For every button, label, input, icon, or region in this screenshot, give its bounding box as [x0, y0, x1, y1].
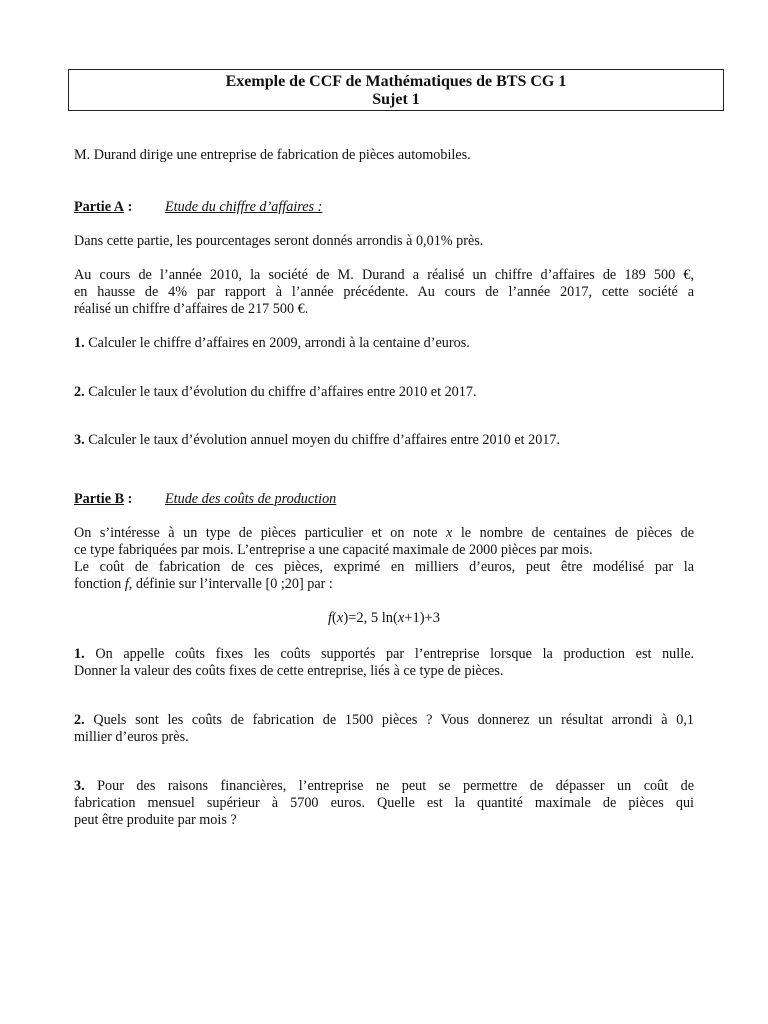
part-a-question-2: [74, 384, 694, 401]
part-a-question-3: [74, 432, 694, 449]
question-line: fabrication mensuel supérieur à 5700 euros. Quelle est la quantité maximale de pièces qui: [74, 795, 694, 811]
question-line: [74, 646, 694, 663]
part-a-context-line: Au cours de l’année 2010, la société de M. Durand a réalisé un chiffre d’affaires de 189 500 €,: [74, 267, 694, 283]
question-line: millier d’euros près.: [74, 729, 189, 745]
title-box: [68, 69, 724, 111]
part-b-context: [74, 525, 694, 593]
formula-paren: ): [343, 610, 349, 626]
formula-body: +1: [404, 610, 420, 626]
document-title: Exemple de CCF de Mathématiques de BTS CG 1: [225, 73, 567, 90]
formula-body: +3: [424, 610, 440, 626]
question-number: 2.: [74, 384, 85, 400]
question-line: Donner la valeur des coûts fixes de cette entreprise, liés à ce type de pièces.: [74, 663, 504, 679]
formula-x: x: [397, 610, 405, 626]
part-b-question-2: [74, 712, 694, 746]
part-b-question-3: [74, 778, 694, 829]
formula-paren: (: [393, 610, 398, 626]
context-text: , définie sur l’intervalle [0 ;20] par :: [128, 576, 333, 592]
part-b-colon: :: [127, 491, 133, 507]
document-subtitle: Sujet 1: [372, 91, 420, 108]
part-a-context-line: en hausse de 4% par rapport à l’année précédente. Au cours de l’année 2017, cette société a: [74, 284, 694, 300]
formula-paren: ): [419, 610, 425, 626]
part-a-question-1: [74, 335, 694, 352]
part-a-note: Dans cette partie, les pourcentages seront donnés arrondis à 0,01% près.: [74, 233, 484, 249]
part-b-label: Partie B: [74, 491, 125, 507]
question-number: 1.: [74, 335, 85, 351]
question-text: On appelle coûts fixes les coûts supportés par l’entreprise lorsque la production est nulle.: [95, 646, 694, 662]
intro-paragraph: M. Durand dirige une entreprise de fabrication de pièces automobiles.: [74, 147, 471, 163]
function-formula: [0, 610, 768, 627]
variable-x: x: [446, 525, 453, 541]
question-text: Quels sont les coûts de fabrication de 1500 pièces ? Vous donnerez un résultat arrondi à 0,1: [93, 712, 694, 728]
context-text: le nombre de centaines de pièces de: [460, 525, 695, 541]
part-b-context-line: [74, 576, 694, 593]
question-text: Pour des raisons financières, l’entreprise ne peut se permettre de dépasser un coût de: [97, 778, 695, 794]
part-a-colon: :: [127, 199, 133, 215]
part-a-label: Partie A: [74, 199, 125, 215]
part-b-context-line: Le coût de fabrication de ces pièces, exprimé en milliers d’euros, peut être modélisé par la: [74, 559, 694, 575]
part-a-context-line: réalisé un chiffre d’affaires de 217 500 €.: [74, 301, 309, 317]
context-text: fonction: [74, 576, 122, 592]
formula-x: x: [336, 610, 344, 626]
formula-paren: (: [332, 610, 337, 626]
question-text: Calculer le taux d’évolution du chiffre d’affaires entre 2010 et 2017.: [88, 384, 477, 400]
question-number: 2.: [74, 712, 85, 728]
function-f: f: [124, 576, 129, 592]
part-a-subtitle: Etude du chiffre d’affaires :: [165, 199, 323, 215]
context-text: On s’intéresse à un type de pièces particulier et on note: [74, 525, 438, 541]
question-number: 3.: [74, 432, 85, 448]
part-b-question-1: [74, 646, 694, 680]
question-number: 1.: [74, 646, 85, 662]
question-line: peut être produite par mois ?: [74, 812, 237, 828]
question-text: Calculer le taux d’évolution annuel moyen du chiffre d’affaires entre 2010 et 2017.: [88, 432, 561, 448]
part-b-context-line: ce type fabriquées par mois. L’entreprise a une capacité maximale de 2000 pièces par mois.: [74, 542, 593, 558]
formula-f: f: [328, 610, 333, 626]
formula-body: =2, 5 ln: [348, 610, 393, 626]
part-a-context: [74, 267, 694, 318]
question-text: Calculer le chiffre d’affaires en 2009, arrondi à la centaine d’euros.: [88, 335, 470, 351]
question-line: [74, 712, 694, 729]
question-number: 3.: [74, 778, 85, 794]
part-b-subtitle: Etude des coûts de production: [165, 491, 337, 507]
question-line: [74, 778, 694, 795]
part-b-context-line: [74, 525, 694, 542]
